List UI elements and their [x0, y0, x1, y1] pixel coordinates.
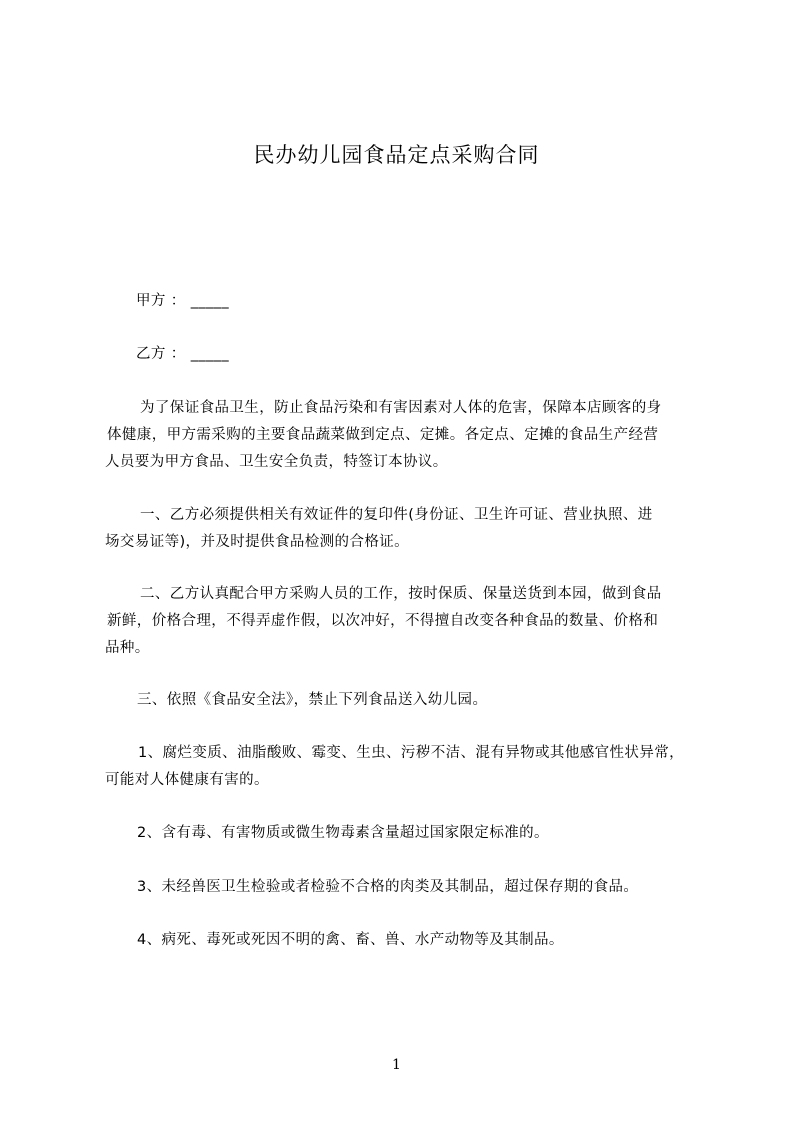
item-4-line-1: 4、病死、毒死或死因不明的禽、畜、兽、水产动物等及其制品。 — [137, 932, 564, 948]
page-number: 1 — [392, 1057, 401, 1073]
clause-2-line-2: 新鲜，价格合理，不得弄虚作假，以次冲好，不得擅自改变各种食品的数量、价格和 — [107, 613, 659, 629]
clause-3-line-1: 三、依照《食品安全法》，禁止下列食品送入幼儿园。 — [137, 692, 488, 708]
clause-1-line-2: 场交易证等)，并及时提供食品检测的合格证。 — [105, 534, 410, 550]
party-a-line — [136, 291, 229, 311]
intro-paragraph-line-2: 体健康，甲方需采购的主要食品蔬菜做到定点、定摊。各定点、定摊的食品生产经营 — [107, 427, 659, 443]
party-b-label: 乙方 ： — [136, 346, 186, 362]
intro-paragraph-line-3: 人员要为甲方食品、卫生安全负责，特签订本协议。 — [105, 454, 448, 470]
intro-paragraph-line-1: 为了保证食品卫生，防止食品污染和有害因素对人体的危害，保障本店顾客的身 — [140, 400, 662, 416]
item-1-line-2: 可能对人体健康有害的。 — [105, 772, 269, 788]
clause-1-line-1: 一、乙方必须提供相关有效证件的复印件(身份证、卫生许可证、营业执照、进 — [140, 507, 653, 523]
party-b-blank: _____ — [190, 346, 229, 362]
item-2-line-1: 2、含有毒、有害物质或微生物毒素含量超过国家限定标准的。 — [137, 825, 549, 841]
item-1-line-1: 1、腐烂变质、油脂酸败、霉变、生虫、污秽不洁、混有异物或其他感官性状异常， — [138, 745, 685, 761]
clause-2-line-1: 二、乙方认真配合甲方采购人员的工作，按时保质、保量送货到本园，做到食品 — [140, 586, 662, 602]
clause-2-line-3: 品种。 — [105, 640, 150, 656]
party-b-line — [136, 344, 229, 364]
party-a-label: 甲方 ： — [136, 293, 186, 309]
party-a-blank: _____ — [190, 293, 229, 309]
item-3-line-1: 3、未经兽医卫生检验或者检验不合格的肉类及其制品，超过保存期的食品。 — [137, 879, 639, 895]
document-title: 民办幼儿园食品定点采购合同 — [253, 143, 540, 167]
